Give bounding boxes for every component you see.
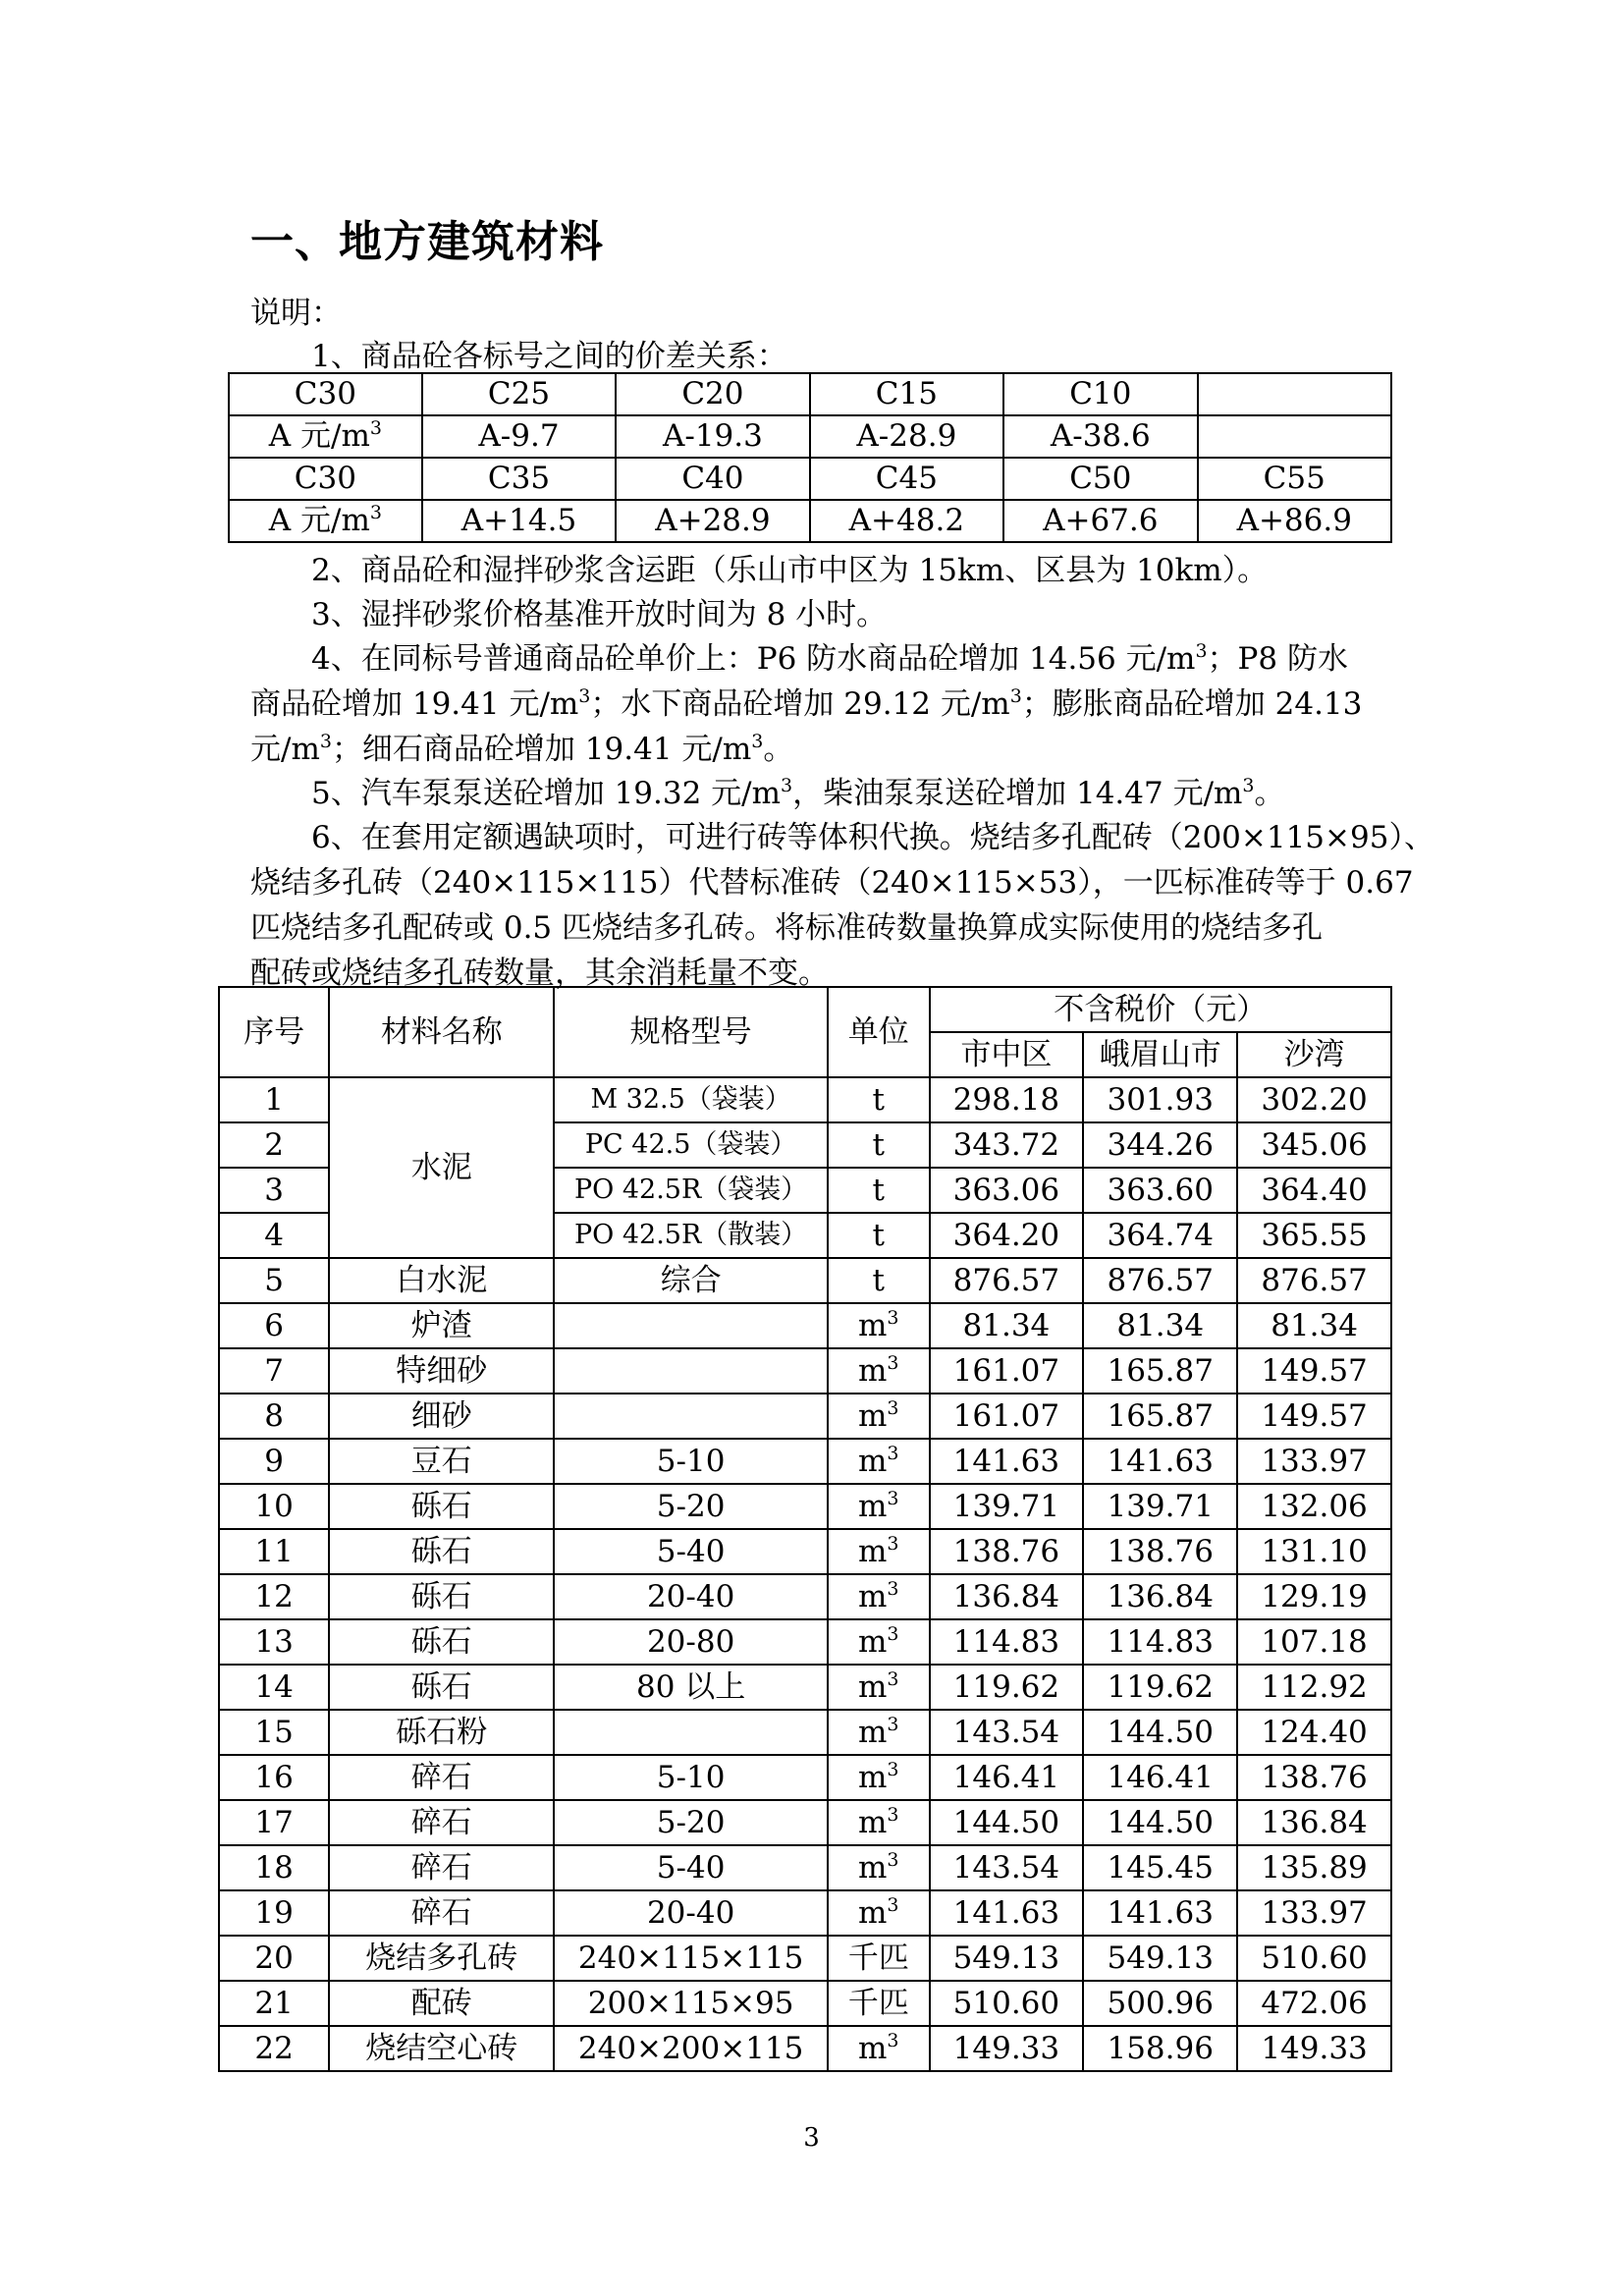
header-price-group: 不含税价（元） xyxy=(930,987,1392,1032)
note-item-6-line-1: 6、在套用定额遇缺项时，可进行砖等体积代换。烧结多孔配砖（200×115×95）、 xyxy=(311,820,1434,855)
cell-price-shizhong: 141.63 xyxy=(930,1439,1084,1484)
grade-cell: C35 xyxy=(422,458,616,500)
cell-price-emeishan: 500.96 xyxy=(1083,1981,1237,2026)
cell-unit: t xyxy=(828,1168,929,1213)
cell-price-shizhong: 343.72 xyxy=(930,1122,1084,1168)
cell-name: 砾石 xyxy=(329,1665,554,1710)
table-row xyxy=(219,1665,1391,1710)
cell-price-shawan: 472.06 xyxy=(1237,1981,1391,2026)
cell-price-shawan: 876.57 xyxy=(1237,1258,1391,1303)
cell-name: 配砖 xyxy=(329,1981,554,2026)
cell-no: 3 xyxy=(219,1168,329,1213)
table-row xyxy=(219,1936,1391,1981)
grade-cell: C50 xyxy=(1003,458,1197,500)
table-row xyxy=(219,1574,1391,1619)
grade-cell: C10 xyxy=(1003,373,1197,415)
table-row xyxy=(219,1800,1391,1845)
cell-name: 碎石 xyxy=(329,1755,554,1800)
grade-cell: A+86.9 xyxy=(1198,500,1391,542)
cell-price-shawan: 81.34 xyxy=(1237,1303,1391,1348)
cell-name: 豆石 xyxy=(329,1439,554,1484)
cell-price-emeishan: 141.63 xyxy=(1083,1439,1237,1484)
table-row xyxy=(219,1258,1391,1303)
cell-price-shizhong: 119.62 xyxy=(930,1665,1084,1710)
grade-cell: C30 xyxy=(229,373,422,415)
cell-price-emeishan: 876.57 xyxy=(1083,1258,1237,1303)
grade-price-table xyxy=(228,372,1392,543)
cell-price-shawan: 365.55 xyxy=(1237,1213,1391,1258)
table-row xyxy=(219,1484,1391,1529)
cell-price-shawan: 364.40 xyxy=(1237,1168,1391,1213)
cell-no: 21 xyxy=(219,1981,329,2026)
header-name: 材料名称 xyxy=(329,987,554,1077)
cell-spec: 5-10 xyxy=(554,1439,828,1484)
cell-price-shizhong: 143.54 xyxy=(930,1845,1084,1890)
cell-name: 碎石 xyxy=(329,1800,554,1845)
cell-price-emeishan: 146.41 xyxy=(1083,1755,1237,1800)
cell-no: 4 xyxy=(219,1213,329,1258)
cell-price-shawan: 149.57 xyxy=(1237,1394,1391,1439)
cell-price-emeishan: 144.50 xyxy=(1083,1710,1237,1755)
cell-unit: $m^3$ xyxy=(828,1439,929,1484)
cell-price-shizhong: 161.07 xyxy=(930,1348,1084,1394)
grade-cell: A+67.6 xyxy=(1003,500,1197,542)
cell-unit: $m^3$ xyxy=(828,1755,929,1800)
cell-unit: t xyxy=(828,1258,929,1303)
cell-spec: PO 42.5R（袋装） xyxy=(554,1168,828,1213)
cell-unit: $m^3$ xyxy=(828,1665,929,1710)
cell-spec: 5-40 xyxy=(554,1845,828,1890)
cell-price-shizhong: 144.50 xyxy=(930,1800,1084,1845)
cell-price-shawan: 149.57 xyxy=(1237,1348,1391,1394)
table-row xyxy=(219,1890,1391,1936)
cell-name: 砾石 xyxy=(329,1574,554,1619)
cell-price-emeishan: 144.50 xyxy=(1083,1800,1237,1845)
cell-price-emeishan: 145.45 xyxy=(1083,1845,1237,1890)
cell-spec: 20-80 xyxy=(554,1619,828,1665)
note-item-5: 5、汽车泵泵送砼增加 19.32 元$/m^3$，柴油泵泵送砼增加 14.47 元$/m^3$。 xyxy=(311,775,1285,811)
cell-spec: M 32.5（袋装） xyxy=(554,1077,828,1122)
cell-price-shawan: 132.06 xyxy=(1237,1484,1391,1529)
cell-price-emeishan: 136.84 xyxy=(1083,1574,1237,1619)
cell-unit: 千匹 xyxy=(828,1936,929,1981)
grade-row xyxy=(229,500,1391,542)
cell-spec: 20-40 xyxy=(554,1574,828,1619)
cell-price-shawan: 131.10 xyxy=(1237,1529,1391,1574)
cell-name: 砾石 xyxy=(329,1619,554,1665)
cell-spec: PO 42.5R（散装） xyxy=(554,1213,828,1258)
note-item-6-line-3: 匹烧结多孔配砖或 0.5 匹烧结多孔砖。将标准砖数量换算成实际使用的烧结多孔 xyxy=(250,910,1324,946)
cell-name: 细砂 xyxy=(329,1394,554,1439)
cell-unit: $m^3$ xyxy=(828,1710,929,1755)
cell-no: 15 xyxy=(219,1710,329,1755)
cell-spec: PC 42.5（袋装） xyxy=(554,1122,828,1168)
cell-price-shizhong: 114.83 xyxy=(930,1619,1084,1665)
cell-spec: 5-40 xyxy=(554,1529,828,1574)
cell-price-emeishan: 158.96 xyxy=(1083,2026,1237,2071)
table-row xyxy=(219,1303,1391,1348)
cell-unit: $m^3$ xyxy=(828,1800,929,1845)
note-item-4-line-2: 商品砼增加 19.41 元$/m^3$；水下商品砼增加 29.12 元$/m^3$；膨胀商品砼增加 24.13 xyxy=(250,685,1363,722)
cell-no: 20 xyxy=(219,1936,329,1981)
cell-spec: 240×200×115 xyxy=(554,2026,828,2071)
grade-cell: C25 xyxy=(422,373,616,415)
header-spec: 规格型号 xyxy=(554,987,828,1077)
cell-price-shawan: 510.60 xyxy=(1237,1936,1391,1981)
cell-price-emeishan: 81.34 xyxy=(1083,1303,1237,1348)
header-unit: 单位 xyxy=(828,987,929,1077)
grade-cell: A+48.2 xyxy=(810,500,1003,542)
note-item-2: 2、商品砼和湿拌砂浆含运距（乐山市中区为 15km、区县为 10km）。 xyxy=(311,553,1269,588)
table-row xyxy=(219,1529,1391,1574)
cell-name: 白水泥 xyxy=(329,1258,554,1303)
cell-no: 13 xyxy=(219,1619,329,1665)
note-item-4 xyxy=(250,636,1389,772)
cell-price-shawan: 138.76 xyxy=(1237,1755,1391,1800)
cell-unit: $m^3$ xyxy=(828,1529,929,1574)
grade-cell: C40 xyxy=(616,458,809,500)
grade-cell: C20 xyxy=(616,373,809,415)
cell-name: 烧结空心砖 xyxy=(329,2026,554,2071)
cell-spec xyxy=(554,1394,828,1439)
note-item-4-line-3: 元$/m^3$；细石商品砼增加 19.41 元$/m^3$。 xyxy=(250,731,794,767)
cell-unit: 千匹 xyxy=(828,1981,929,2026)
grade-row xyxy=(229,415,1391,458)
table-row xyxy=(219,1394,1391,1439)
cell-no: 2 xyxy=(219,1122,329,1168)
cell-price-emeishan: 165.87 xyxy=(1083,1348,1237,1394)
cell-name: 砾石 xyxy=(329,1484,554,1529)
section-heading: 一、地方建筑材料 xyxy=(250,217,604,267)
cell-unit: $m^3$ xyxy=(828,1394,929,1439)
cell-price-shawan: 124.40 xyxy=(1237,1710,1391,1755)
cell-no: 14 xyxy=(219,1665,329,1710)
cell-price-shizhong: 136.84 xyxy=(930,1574,1084,1619)
cell-spec xyxy=(554,1710,828,1755)
cell-unit: t xyxy=(828,1213,929,1258)
grade-row xyxy=(229,373,1391,415)
cell-price-shizhong: 146.41 xyxy=(930,1755,1084,1800)
cell-spec: 5-10 xyxy=(554,1755,828,1800)
cell-name: 碎石 xyxy=(329,1845,554,1890)
cell-price-emeishan: 363.60 xyxy=(1083,1168,1237,1213)
cell-price-emeishan: 301.93 xyxy=(1083,1077,1237,1122)
cell-unit: $m^3$ xyxy=(828,1303,929,1348)
note-item-4-line-1: 4、在同标号普通商品砼单价上：P6 防水商品砼增加 14.56 元$/m^3$；P8 防水 xyxy=(311,640,1348,677)
cell-price-shizhong: 141.63 xyxy=(930,1890,1084,1936)
table-row xyxy=(219,1348,1391,1394)
cell-price-shizhong: 161.07 xyxy=(930,1394,1084,1439)
cell-name: 砾石 xyxy=(329,1529,554,1574)
cell-price-shizhong: 138.76 xyxy=(930,1529,1084,1574)
cell-no: 16 xyxy=(219,1755,329,1800)
material-price-table xyxy=(218,986,1392,2072)
cell-name: 碎石 xyxy=(329,1890,554,1936)
table-row xyxy=(219,1619,1391,1665)
note-label: 说明： xyxy=(250,296,342,331)
cell-price-emeishan: 364.74 xyxy=(1083,1213,1237,1258)
cell-price-emeishan: 549.13 xyxy=(1083,1936,1237,1981)
grade-cell: C30 xyxy=(229,458,422,500)
cell-price-shawan: 112.92 xyxy=(1237,1665,1391,1710)
cell-spec: 5-20 xyxy=(554,1800,828,1845)
cell-price-emeishan: 141.63 xyxy=(1083,1890,1237,1936)
table-row xyxy=(219,2026,1391,2071)
note-item-6 xyxy=(250,815,1434,996)
cell-price-shizhong: 81.34 xyxy=(930,1303,1084,1348)
cell-no: 5 xyxy=(219,1258,329,1303)
cell-price-shawan: 133.97 xyxy=(1237,1890,1391,1936)
cell-price-shawan: 133.97 xyxy=(1237,1439,1391,1484)
cell-price-shizhong: 363.06 xyxy=(930,1168,1084,1213)
cell-spec: 240×115×115 xyxy=(554,1936,828,1981)
cell-price-shizhong: 139.71 xyxy=(930,1484,1084,1529)
cell-unit: $m^3$ xyxy=(828,1484,929,1529)
cell-no: 18 xyxy=(219,1845,329,1890)
cell-price-emeishan: 119.62 xyxy=(1083,1665,1237,1710)
table-row xyxy=(219,1710,1391,1755)
cell-name: 特细砂 xyxy=(329,1348,554,1394)
grade-cell: C55 xyxy=(1198,458,1391,500)
cell-price-emeishan: 344.26 xyxy=(1083,1122,1237,1168)
cell-price-shawan: 129.19 xyxy=(1237,1574,1391,1619)
header-no: 序号 xyxy=(219,987,329,1077)
grade-row xyxy=(229,458,1391,500)
cell-unit: $m^3$ xyxy=(828,1890,929,1936)
cell-price-shizhong: 143.54 xyxy=(930,1710,1084,1755)
cell-unit: $m^3$ xyxy=(828,1845,929,1890)
grade-cell: C45 xyxy=(810,458,1003,500)
grade-cell: C15 xyxy=(810,373,1003,415)
grade-cell: A-28.9 xyxy=(810,415,1003,458)
cell-price-shizhong: 510.60 xyxy=(930,1981,1084,2026)
cell-no: 8 xyxy=(219,1394,329,1439)
cell-price-shawan: 107.18 xyxy=(1237,1619,1391,1665)
cell-price-shawan: 136.84 xyxy=(1237,1800,1391,1845)
cell-price-shizhong: 876.57 xyxy=(930,1258,1084,1303)
note-item-6-line-4: 配砖或烧结多孔砖数量，其余消耗量不变。 xyxy=(250,956,829,991)
cell-price-shawan: 302.20 xyxy=(1237,1077,1391,1122)
cell-unit: $m^3$ xyxy=(828,2026,929,2071)
cell-no: 10 xyxy=(219,1484,329,1529)
grade-cell: A-38.6 xyxy=(1003,415,1197,458)
grade-cell: A+14.5 xyxy=(422,500,616,542)
note-item-1: 1、商品砼各标号之间的价差关系： xyxy=(311,339,787,374)
grade-cell xyxy=(1198,373,1391,415)
cell-price-shawan: 149.33 xyxy=(1237,2026,1391,2071)
table-row xyxy=(219,1981,1391,2026)
cell-price-shawan: 135.89 xyxy=(1237,1845,1391,1890)
cell-price-emeishan: 165.87 xyxy=(1083,1394,1237,1439)
cell-unit: $m^3$ xyxy=(828,1574,929,1619)
cell-unit: t xyxy=(828,1077,929,1122)
grade-cell: A-19.3 xyxy=(616,415,809,458)
grade-cell: A+28.9 xyxy=(616,500,809,542)
cell-spec: 5-20 xyxy=(554,1484,828,1529)
cell-price-emeishan: 138.76 xyxy=(1083,1529,1237,1574)
cell-spec: 80 以上 xyxy=(554,1665,828,1710)
cell-no: 22 xyxy=(219,2026,329,2071)
cell-no: 9 xyxy=(219,1439,329,1484)
cell-spec xyxy=(554,1348,828,1394)
table-row xyxy=(219,1439,1391,1484)
cell-spec: 20-40 xyxy=(554,1890,828,1936)
cell-name: 砾石粉 xyxy=(329,1710,554,1755)
header-emeishan: 峨眉山市 xyxy=(1083,1032,1237,1077)
table-row xyxy=(219,1755,1391,1800)
cell-unit: $m^3$ xyxy=(828,1348,929,1394)
header-shawan: 沙湾 xyxy=(1237,1032,1391,1077)
cell-name: 烧结多孔砖 xyxy=(329,1936,554,1981)
grade-cell: A-9.7 xyxy=(422,415,616,458)
cell-no: 6 xyxy=(219,1303,329,1348)
cell-price-shizhong: 298.18 xyxy=(930,1077,1084,1122)
cell-price-shizhong: 149.33 xyxy=(930,2026,1084,2071)
cell-no: 1 xyxy=(219,1077,329,1122)
grade-cell xyxy=(1198,415,1391,458)
note-item-3: 3、湿拌砂浆价格基准开放时间为 8 小时。 xyxy=(311,597,888,632)
cell-price-emeishan: 139.71 xyxy=(1083,1484,1237,1529)
cell-no: 17 xyxy=(219,1800,329,1845)
cell-name: 炉渣 xyxy=(329,1303,554,1348)
cell-price-emeishan: 114.83 xyxy=(1083,1619,1237,1665)
page-number: 3 xyxy=(803,2123,820,2153)
grade-cell: A 元$/m^3$ xyxy=(229,415,422,458)
note-item-6-line-2: 烧结多孔砖（240×115×115）代替标准砖（240×115×53），一匹标准砖等于 0.67 xyxy=(250,865,1414,901)
cell-unit: t xyxy=(828,1122,929,1168)
cell-no: 11 xyxy=(219,1529,329,1574)
cell-no: 7 xyxy=(219,1348,329,1394)
cell-no: 19 xyxy=(219,1890,329,1936)
cell-spec xyxy=(554,1303,828,1348)
table-row xyxy=(219,1077,1391,1122)
cell-spec: 综合 xyxy=(554,1258,828,1303)
cell-price-shizhong: 549.13 xyxy=(930,1936,1084,1981)
cell-no: 12 xyxy=(219,1574,329,1619)
grade-cell: A 元$/m^3$ xyxy=(229,500,422,542)
cell-price-shawan: 345.06 xyxy=(1237,1122,1391,1168)
header-shizhong: 市中区 xyxy=(930,1032,1084,1077)
cell-unit: $m^3$ xyxy=(828,1619,929,1665)
table-row xyxy=(219,1845,1391,1890)
cell-spec: 200×115×95 xyxy=(554,1981,828,2026)
cell-name-cement: 水泥 xyxy=(329,1077,554,1258)
cell-price-shizhong: 364.20 xyxy=(930,1213,1084,1258)
